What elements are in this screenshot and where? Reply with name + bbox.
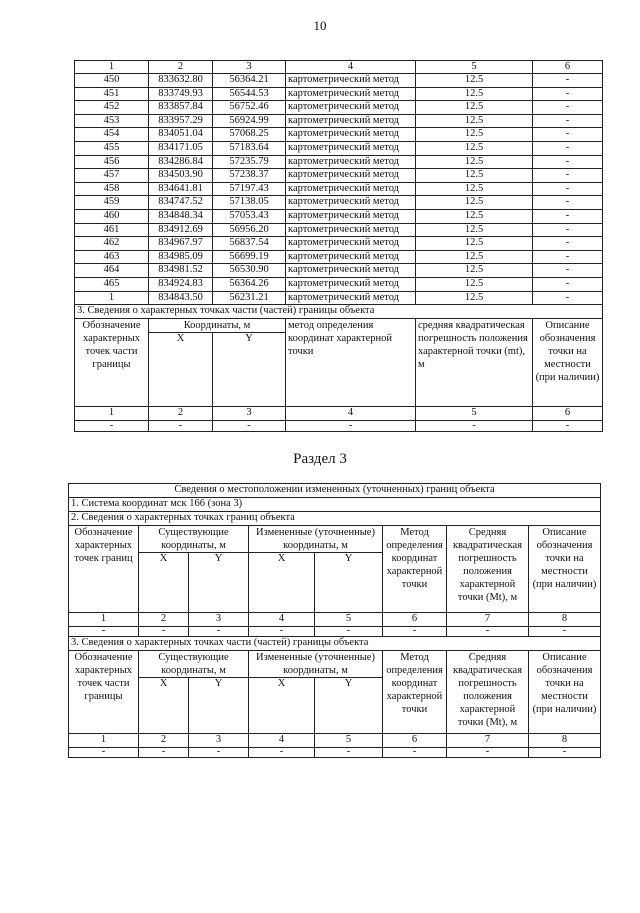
table-cell: - (533, 87, 603, 101)
table-row (75, 101, 603, 115)
dash-cell: - (286, 421, 416, 432)
table-row (75, 182, 603, 196)
x-header: X (249, 553, 315, 613)
designation-header: Обозначение характерных точек части границы (75, 319, 149, 407)
table-cell: 450 (75, 74, 149, 88)
part-method-header: Метод определения координат характерной точки (383, 651, 447, 734)
table-cell: 12.5 (416, 237, 533, 251)
part-description-header: Описание обозначения точки на местности (при наличии) (529, 651, 601, 734)
table-cell: 56364.21 (213, 74, 286, 88)
table-cell: 57053.43 (213, 209, 286, 223)
table-cell: - (533, 101, 603, 115)
table-row (75, 291, 603, 305)
table-cell: картометрический метод (286, 237, 416, 251)
num-cell: 5 (315, 613, 383, 627)
col-header: 5 (416, 61, 533, 74)
y-header: Y (315, 678, 383, 734)
table-cell: - (533, 155, 603, 169)
table2-title-row (69, 484, 601, 498)
num-cell: 4 (249, 734, 315, 748)
table-cell: 834848.34 (149, 209, 213, 223)
section2-title: 2. Сведения о характерных точках границ объекта (69, 512, 601, 526)
x-header: X (139, 678, 189, 734)
column-number-row (75, 61, 603, 74)
section3-title: 3. Сведения о характерных точках части (частей) границы объекта (75, 305, 603, 319)
t2-header-row (69, 526, 601, 553)
table-cell: картометрический метод (286, 196, 416, 210)
table-cell: 834981.52 (149, 264, 213, 278)
table-cell: 56699.19 (213, 250, 286, 264)
table-row (75, 264, 603, 278)
table-cell: 452 (75, 101, 149, 115)
table-cell: 56956.20 (213, 223, 286, 237)
num-cell: 8 (529, 734, 601, 748)
num-cell: 6 (533, 407, 603, 421)
page-number: 10 (313, 18, 327, 33)
table-cell: 57235.79 (213, 155, 286, 169)
table-cell: 56231.21 (213, 291, 286, 305)
changed-coords-header: Измененные (уточненные) координаты, м (249, 526, 383, 553)
table-cell: картометрический метод (286, 128, 416, 142)
table-cell: 455 (75, 141, 149, 155)
y-header: Y (213, 333, 286, 407)
table-cell: 454 (75, 128, 149, 142)
table-cell: - (533, 182, 603, 196)
table-cell: 833957.29 (149, 114, 213, 128)
table-cell: 464 (75, 264, 149, 278)
dash-cell: - (315, 627, 383, 637)
table-cell: - (533, 291, 603, 305)
table-cell: 1 (75, 291, 149, 305)
num-cell: 8 (529, 613, 601, 627)
num-cell: 3 (189, 734, 249, 748)
table-cell: картометрический метод (286, 169, 416, 183)
table-cell: 461 (75, 223, 149, 237)
t2-number-row (69, 613, 601, 627)
table-cell: 57183.64 (213, 141, 286, 155)
section3b-row (69, 637, 601, 651)
table-row (75, 209, 603, 223)
table-row (75, 128, 603, 142)
dash-cell: - (416, 421, 533, 432)
boundary-points-table (74, 60, 603, 432)
table-cell: - (533, 277, 603, 291)
table-cell: 12.5 (416, 182, 533, 196)
section3b-title: 3. Сведения о характерных точках части (частей) границы объекта (69, 637, 601, 651)
table-cell: 834967.97 (149, 237, 213, 251)
table-row (75, 87, 603, 101)
error-header: средняя квадратическая погрешность положения характерной точки (mt), м (416, 319, 533, 407)
table-cell: - (533, 264, 603, 278)
col-header: 6 (533, 61, 603, 74)
t2b-header-row (69, 651, 601, 678)
num-cell: 1 (69, 734, 139, 748)
table-cell: - (533, 250, 603, 264)
num-cell: 7 (447, 734, 529, 748)
table-cell: 456 (75, 155, 149, 169)
part-changed-coords-header: Измененные (уточненные) координаты, м (249, 651, 383, 678)
dash-cell: - (139, 627, 189, 637)
table-cell: картометрический метод (286, 74, 416, 88)
part-error-header: Средняя квадратическая погрешность положения характерной точки (Mt), м (447, 651, 529, 734)
table-cell: 57197.43 (213, 182, 286, 196)
table-cell: 56544.53 (213, 87, 286, 101)
col-header: 1 (75, 61, 149, 74)
table-cell: 12.5 (416, 277, 533, 291)
col-header: 4 (286, 61, 416, 74)
table-cell: 834843.50 (149, 291, 213, 305)
table-cell: 458 (75, 182, 149, 196)
table-cell: 834985.09 (149, 250, 213, 264)
dash-cell: - (447, 627, 529, 637)
table-cell: 56752.46 (213, 101, 286, 115)
table-cell: картометрический метод (286, 114, 416, 128)
col-header: 2 (149, 61, 213, 74)
t2-dash-row (69, 627, 601, 637)
description-header: Описание обозначения точки на местности (при наличии) (533, 319, 603, 407)
designation-header: Обозначение характерных точек границ (69, 526, 139, 613)
num-cell: 6 (383, 734, 447, 748)
section2-row (69, 512, 601, 526)
table-cell: 465 (75, 277, 149, 291)
part-dash-row (75, 421, 603, 432)
table-cell: 834924.83 (149, 277, 213, 291)
y-header: Y (189, 553, 249, 613)
dash-cell: - (529, 748, 601, 758)
method-header: Метод определения координат характерной точки (383, 526, 447, 613)
table-cell: 459 (75, 196, 149, 210)
section-heading: Раздел 3 (293, 451, 347, 467)
table-cell: 463 (75, 250, 149, 264)
table-row (75, 155, 603, 169)
table-row (75, 250, 603, 264)
table-cell: 834912.69 (149, 223, 213, 237)
num-cell: 4 (286, 407, 416, 421)
dash-cell: - (249, 627, 315, 637)
table-cell: - (533, 74, 603, 88)
table-row (75, 114, 603, 128)
table-cell: 833857.84 (149, 101, 213, 115)
table-cell: 834051.04 (149, 128, 213, 142)
table-cell: 834503.90 (149, 169, 213, 183)
table-cell: 57238.37 (213, 169, 286, 183)
dash-cell: - (69, 627, 139, 637)
table-cell: 453 (75, 114, 149, 128)
table-row (75, 223, 603, 237)
table-cell: - (533, 209, 603, 223)
table-cell: - (533, 169, 603, 183)
num-cell: 1 (75, 407, 149, 421)
table-cell: картометрический метод (286, 101, 416, 115)
table-cell: 12.5 (416, 128, 533, 142)
coord-system-row (69, 498, 601, 512)
table-cell: 12.5 (416, 196, 533, 210)
table-cell: 12.5 (416, 141, 533, 155)
existing-coords-header: Существующие координаты, м (139, 526, 249, 553)
part-existing-coords-header: Существующие координаты, м (139, 651, 249, 678)
table-cell: картометрический метод (286, 87, 416, 101)
table-cell: картометрический метод (286, 141, 416, 155)
table-cell: 56364.26 (213, 277, 286, 291)
table-cell: 12.5 (416, 114, 533, 128)
num-cell: 5 (315, 734, 383, 748)
table-row (75, 74, 603, 88)
description-header: Описание обозначения точки на местности (при наличии) (529, 526, 601, 613)
table-cell: 833749.93 (149, 87, 213, 101)
table-cell: - (533, 141, 603, 155)
x-header: X (139, 553, 189, 613)
table-cell: 834641.81 (149, 182, 213, 196)
dash-cell: - (69, 748, 139, 758)
table-cell: картометрический метод (286, 277, 416, 291)
table-cell: картометрический метод (286, 182, 416, 196)
table-cell: 12.5 (416, 87, 533, 101)
table-cell: 56924.99 (213, 114, 286, 128)
num-cell: 2 (139, 613, 189, 627)
table-cell: 12.5 (416, 209, 533, 223)
table-cell: 12.5 (416, 101, 533, 115)
num-cell: 3 (189, 613, 249, 627)
method-header: метод определения координат характерной точки (286, 319, 416, 407)
x-header: X (149, 333, 213, 407)
num-cell: 7 (447, 613, 529, 627)
table-cell: картометрический метод (286, 250, 416, 264)
table-cell: 460 (75, 209, 149, 223)
table-cell: 57138.05 (213, 196, 286, 210)
dash-cell: - (189, 627, 249, 637)
dash-cell: - (149, 421, 213, 432)
num-cell: 4 (249, 613, 315, 627)
num-cell: 1 (69, 613, 139, 627)
table2-title: Сведения о местоположении измененных (уточненных) границ объекта (69, 484, 601, 498)
table-cell: 56837.54 (213, 237, 286, 251)
table-cell: 56530.90 (213, 264, 286, 278)
num-cell: 2 (139, 734, 189, 748)
table-cell: 457 (75, 169, 149, 183)
table-cell: 833632.80 (149, 74, 213, 88)
table-cell: картометрический метод (286, 223, 416, 237)
dash-cell: - (529, 627, 601, 637)
table-cell: 12.5 (416, 169, 533, 183)
table-cell: 834171.05 (149, 141, 213, 155)
table-row (75, 196, 603, 210)
table-cell: 12.5 (416, 155, 533, 169)
table-cell: картометрический метод (286, 155, 416, 169)
x-header: X (249, 678, 315, 734)
table-cell: 12.5 (416, 250, 533, 264)
table-cell: картометрический метод (286, 264, 416, 278)
table-cell: 12.5 (416, 74, 533, 88)
error-header: Средняя квадратическая погрешность положения характерной точки (Mt), м (447, 526, 529, 613)
table-cell: картометрический метод (286, 209, 416, 223)
dash-cell: - (315, 748, 383, 758)
table-cell: 834286.84 (149, 155, 213, 169)
table-cell: 12.5 (416, 264, 533, 278)
col-header: 3 (213, 61, 286, 74)
table-row (75, 141, 603, 155)
boundary-points-body (75, 61, 603, 305)
table-cell: 12.5 (416, 223, 533, 237)
table-row (75, 237, 603, 251)
table-cell: 462 (75, 237, 149, 251)
dash-cell: - (213, 421, 286, 432)
table-cell: 834747.52 (149, 196, 213, 210)
table-cell: - (533, 223, 603, 237)
table-row (75, 277, 603, 291)
part-designation-header: Обозначение характерных точек части границы (69, 651, 139, 734)
part-number-row (75, 407, 603, 421)
num-cell: 2 (149, 407, 213, 421)
table-cell: картометрический метод (286, 291, 416, 305)
table-cell: - (533, 128, 603, 142)
dash-cell: - (533, 421, 603, 432)
t2b-number-row (69, 734, 601, 748)
num-cell: 3 (213, 407, 286, 421)
dash-cell: - (249, 748, 315, 758)
coords-header: Координаты, м (149, 319, 286, 333)
table-row (75, 169, 603, 183)
dash-cell: - (75, 421, 149, 432)
coord-system: 1. Система координат мск 166 (зона 3) (69, 498, 601, 512)
dash-cell: - (447, 748, 529, 758)
table-cell: - (533, 196, 603, 210)
table-cell: 451 (75, 87, 149, 101)
table-cell: - (533, 237, 603, 251)
y-header: Y (189, 678, 249, 734)
table-cell: - (533, 114, 603, 128)
num-cell: 6 (383, 613, 447, 627)
dash-cell: - (383, 748, 447, 758)
table-cell: 57068.25 (213, 128, 286, 142)
dash-cell: - (383, 627, 447, 637)
part-header-row (75, 319, 603, 333)
table-cell: 12.5 (416, 291, 533, 305)
t2b-dash-row (69, 748, 601, 758)
num-cell: 5 (416, 407, 533, 421)
changed-boundaries-table (68, 483, 601, 758)
y-header: Y (315, 553, 383, 613)
dash-cell: - (139, 748, 189, 758)
section3-row (75, 305, 603, 319)
dash-cell: - (189, 748, 249, 758)
